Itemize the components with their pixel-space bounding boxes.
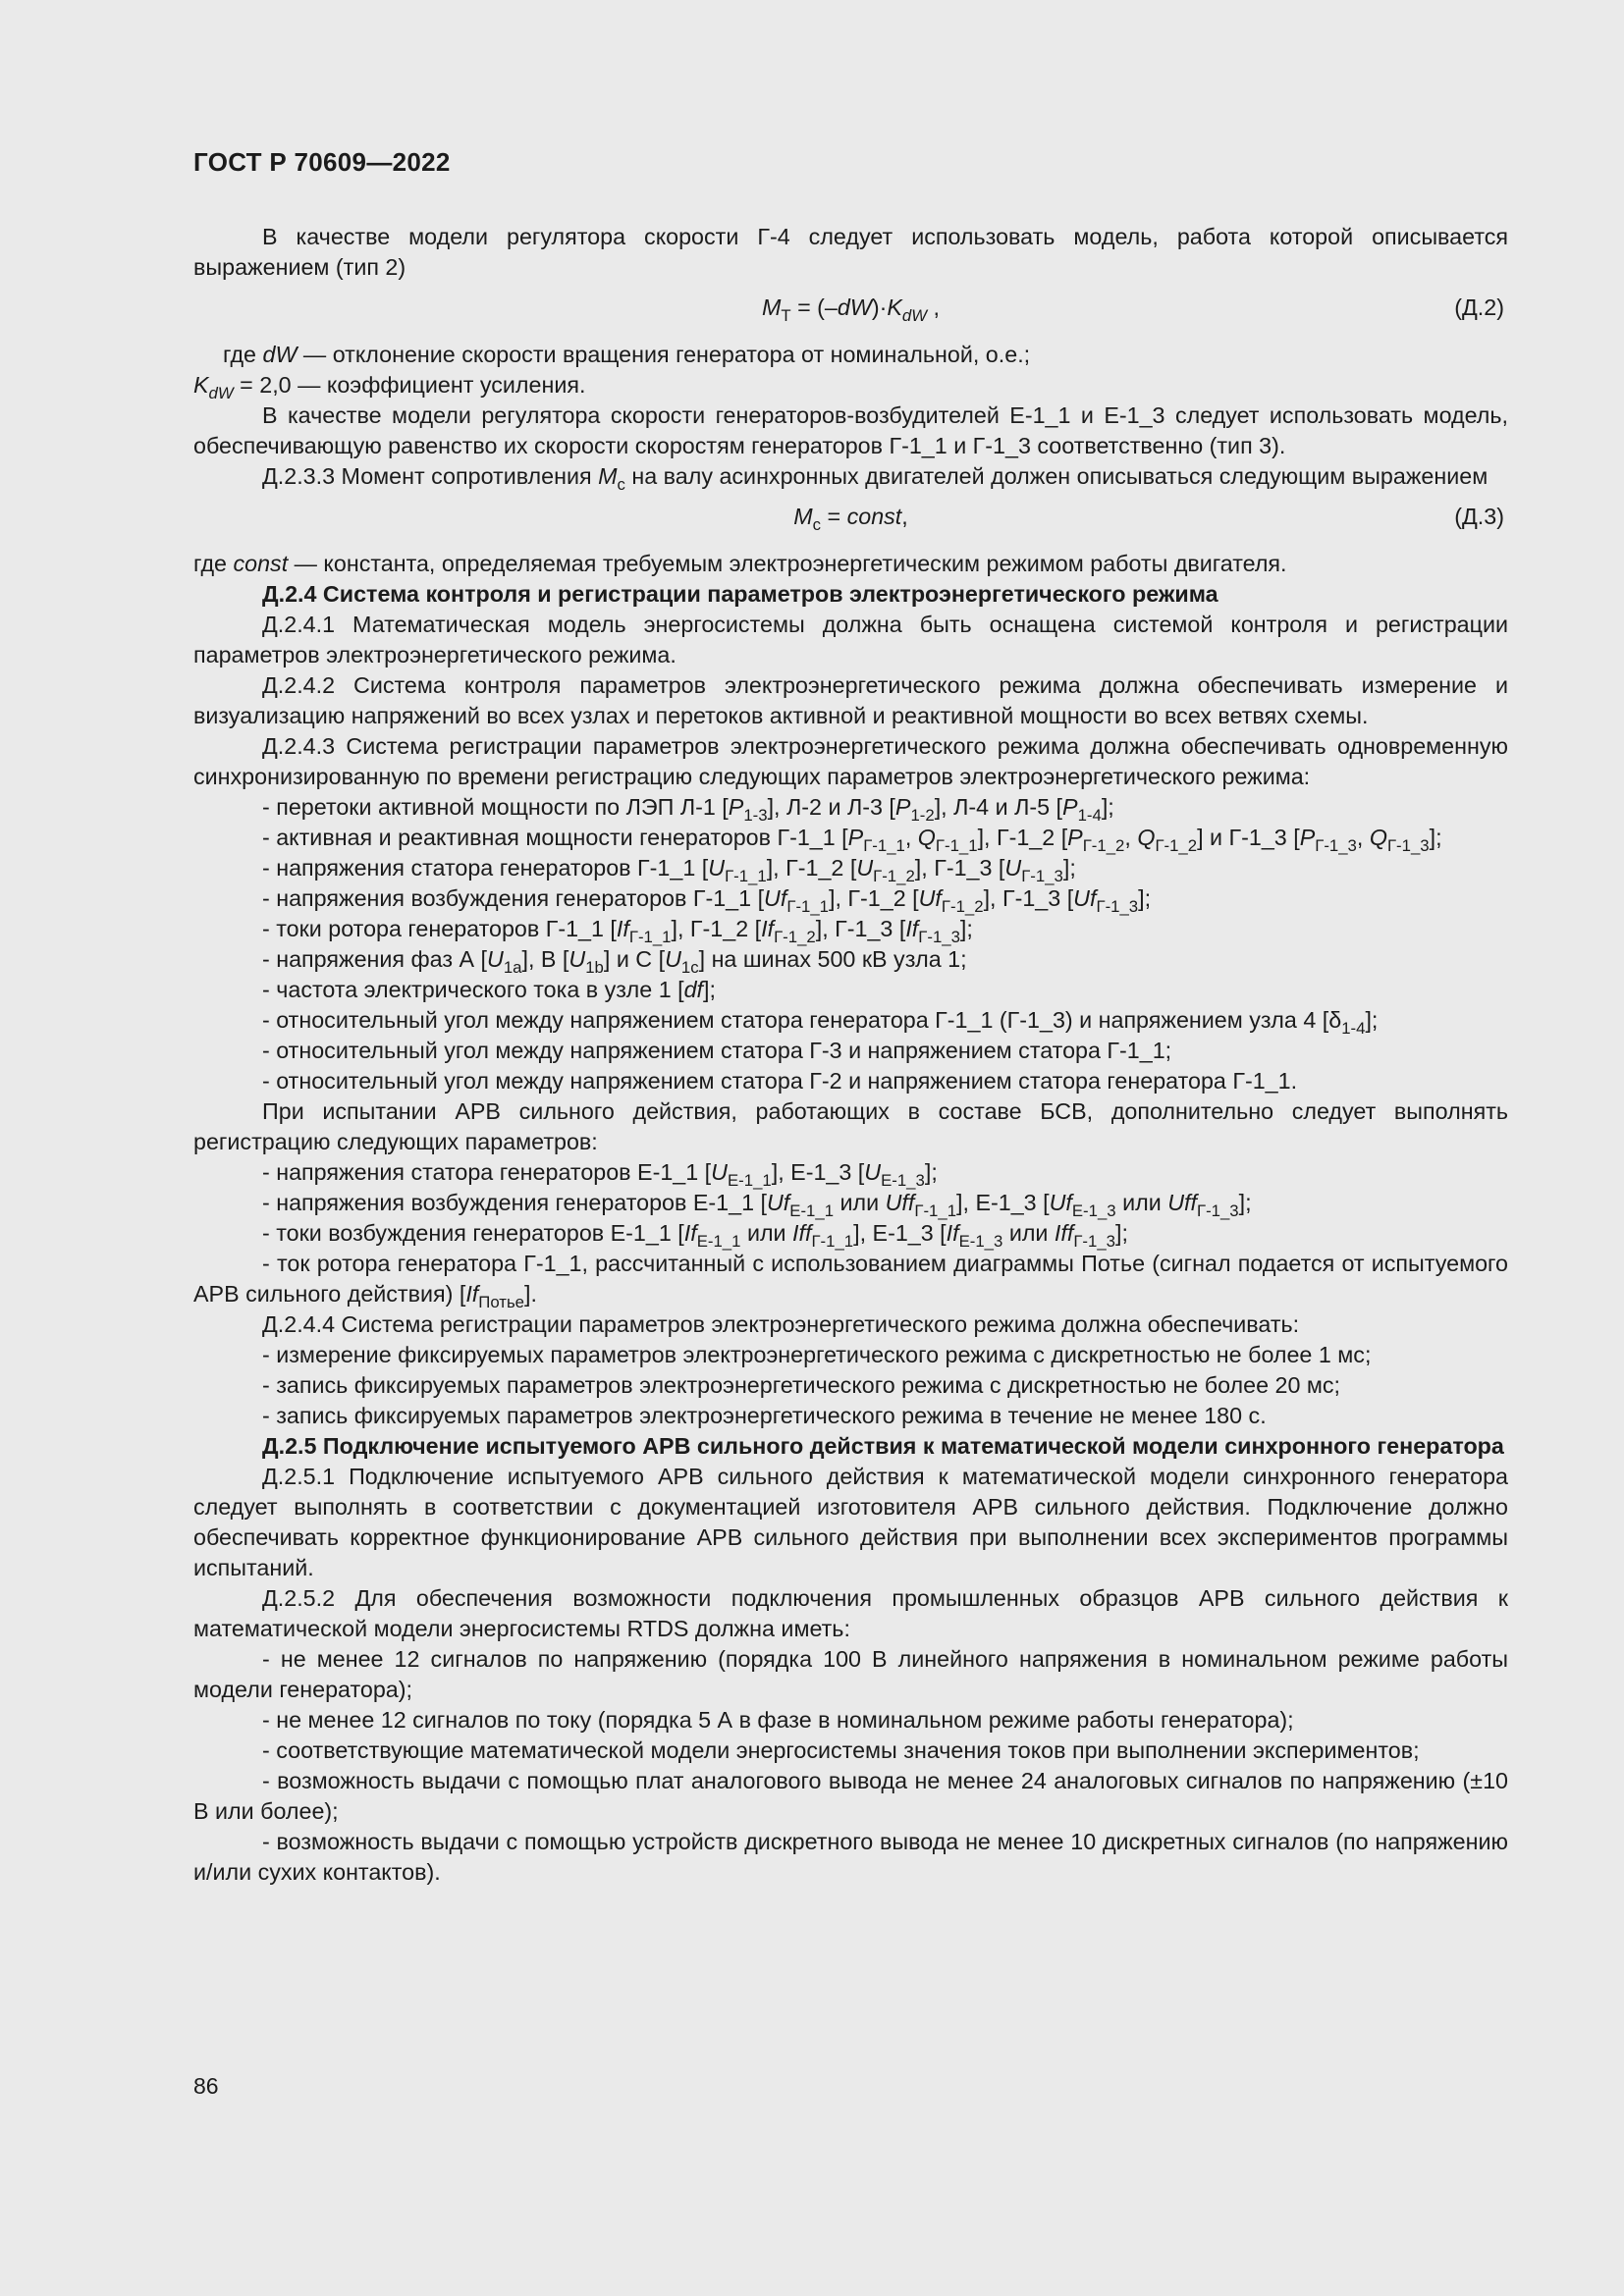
- list-item: - напряжения статора генераторов Е-1_1 $[U_{Е-1\_1}]$, Е-1_3 $[U_{Е-1\_3}]$;: [262, 1159, 938, 1190]
- list-item: - перетоки активной мощности по ЛЭП Л-1 $[P_{1-3}]$, Л-2 и Л-3 $[P_{1-2}]$, Л-4 и Л-5 $[P_{1-4}]$;: [262, 794, 1114, 825]
- list-item: - соответствующие математической модели энергосистемы значения токов при выполнении экспериментов;: [262, 1737, 1420, 1763]
- document-body: [193, 222, 1508, 1888]
- equation-number: (Д.2): [1454, 294, 1504, 320]
- list-item: - относительный угол между напряжением статора Г-3 и напряжением статора Г-1_1;: [262, 1038, 1172, 1063]
- equation-formula: $M_c$ = const,: [793, 504, 908, 534]
- definition-line: где dW — отклонение скорости вращения генератора от номинальной, о.е.;: [223, 342, 1031, 367]
- list-item: - напряжения статора генераторов Г-1_1 $[U_{Г-1\_1}]$, Г-1_2 $[U_{Г-1\_2}]$, Г-1_3 $[U_{Г-1\_3}]$;: [262, 855, 1076, 885]
- paragraph: Д.2.5.2 Для обеспечения возможности подключения промышленных образцов АРВ сильного действия к математической модели энергосистемы RTDS должна иметь:: [193, 1585, 1508, 1641]
- list-item: - не менее 12 сигналов по напряжению (порядка 100 В линейного напряжения в номинальном режиме работы модели генератора);: [193, 1646, 1508, 1702]
- list-item: - не менее 12 сигналов по току (порядка 5 А в фазе в номинальном режиме работы генератора);: [262, 1707, 1294, 1733]
- equation-d3: [193, 498, 1508, 541]
- equation-formula: $M_Т = (-dW)\cdot K_{dW}$ ,: [761, 294, 941, 325]
- paragraph: В качестве модели регулятора скорости Г-4 следует использовать модель, работа которой описывается выражением (тип 2): [193, 224, 1508, 280]
- paragraph: Д.2.5.1 Подключение испытуемого АРВ сильного действия к математической модели синхронного генератора следует выполнять в соответствии с документацией изготовителя АРВ сильного действия. Подключение должно обеспечивать корректное функционирование АРВ сильного действия при выполнении всех экспериментов программы испытаний.: [193, 1464, 1508, 1580]
- list-item: - относительный угол между напряжением статора Г-2 и напряжением статора генератора Г-1_1.: [262, 1068, 1298, 1094]
- document-header: ГОСТ Р 70609—2022: [193, 147, 451, 177]
- list-item: - ток ротора генератора Г-1_1, рассчитанный с использованием диаграммы Потье (сигнал подается от испытуемого АРВ сильного действия) $[If_{Потье}]$.: [193, 1251, 1508, 1311]
- paragraph: При испытании АРВ сильного действия, работающих в составе БСВ, дополнительно следует выполнять регистрацию следующих параметров:: [193, 1098, 1508, 1154]
- list-item: - возможность выдачи с помощью плат аналогового вывода не менее 24 аналоговых сигналов по напряжению (±10 В или более);: [193, 1768, 1508, 1824]
- paragraph: Д.2.3.3 Момент сопротивления $M_c$ на валу асинхронных двигателей должен описываться следующим выражением: [262, 463, 1489, 494]
- list-item: - токи возбуждения генераторов Е-1_1 [$If_{Е-1\_1}$ или Iff$_{Г-1\_1}$], Е-1_3 [$If_{Е-1\_3}$ или Iff$_{Г-1\_3}$];: [262, 1220, 1128, 1251]
- equation-number: (Д.3): [1454, 504, 1504, 529]
- list-item: - напряжения фаз А $[U_{1a}]$, В $[U_{1b}]$ и С $[U_{1c}]$ на шинах 500 кВ узла 1;: [262, 946, 967, 977]
- section-heading: Д.2.5 Подключение испытуемого АРВ сильного действия к математической модели синхронного генератора: [262, 1433, 1504, 1459]
- list-item: - измерение фиксируемых параметров электроэнергетического режима с дискретностью не более 1 мс;: [262, 1342, 1372, 1367]
- paragraph: где const — константа, определяемая требуемым электроэнергетическим режимом работы двигателя.: [193, 551, 1287, 576]
- paragraph: Д.2.4.1 Математическая модель энергосистемы должна быть оснащена системой контроля и регистрации параметров электроэнергетического режима.: [193, 612, 1508, 667]
- list-item: - токи ротора генераторов Г-1_1 $[If_{Г-1\_1}]$, Г-1_2 $[If_{Г-1\_2}]$, Г-1_3 $[If_{Г-1\_3}]$;: [262, 916, 973, 946]
- list-item: - напряжения возбуждения генераторов Е-1_1 [$Uf_{Е-1\_1}$ или Uff$_{Г-1\_1}$], Е-1_3 [$Uf_{Е-1\_3}$ или Uff$_{Г-1\_3}$];: [262, 1190, 1252, 1220]
- list-item: - активная и реактивная мощности генераторов Г-1_1 [$P_{Г-1\_1}$, $Q_{Г-1\_1}$], Г-1_2 [$P_{Г-1\_2}$, $Q_{Г-1\_2}$] и Г-1_3 [$P_{Г-1\_3}$, $Q_{Г-1\_3}$];: [262, 825, 1442, 855]
- definition-line: $K_{dW} = 2,0$ — коэффициент усиления.: [193, 372, 586, 402]
- list-item: - относительный угол между напряжением статора генератора Г-1_1 (Г-1_3) и напряжением узла 4 $[\delta_{1-4}]$;: [262, 1007, 1379, 1038]
- list-item: - запись фиксируемых параметров электроэнергетического режима с дискретностью не более 20 мс;: [262, 1372, 1341, 1398]
- paragraph: Д.2.4.2 Система контроля параметров электроэнергетического режима должна обеспечивать измерение и визуализацию напряжений во всех узлах и перетоков активной и реактивной мощности во всех ветвях схемы.: [193, 672, 1508, 728]
- paragraph: Д.2.4.3 Система регистрации параметров электроэнергетического режима должна обеспечивать одновременную синхронизированную по времени регистрацию следующих параметров электроэнергетического режима:: [193, 733, 1508, 789]
- list-item: - частота электрического тока в узле 1 [df];: [262, 977, 716, 1002]
- paragraph: В качестве модели регулятора скорости генераторов-возбудителей Е-1_1 и Е-1_3 следует использовать модель, обеспечивающую равенство их скорости скоростям генераторов Г-1_1 и Г-1_3 соответственно (тип 3).: [193, 402, 1508, 458]
- section-heading: Д.2.4 Система контроля и регистрации параметров электроэнергетического режима: [262, 581, 1218, 607]
- equation-d2: [193, 289, 1508, 332]
- paragraph: Д.2.4.4 Система регистрации параметров электроэнергетического режима должна обеспечивать:: [262, 1311, 1300, 1337]
- page-number: 86: [193, 2073, 219, 2099]
- list-item: - запись фиксируемых параметров электроэнергетического режима в течение не менее 180 с.: [262, 1403, 1267, 1428]
- list-item: - напряжения возбуждения генераторов Г-1_1 $[Uf_{Г-1\_1}]$, Г-1_2 $[Uf_{Г-1\_2}]$, Г-1_3 $[Uf_{Г-1\_3}]$;: [262, 885, 1152, 916]
- list-item: - возможность выдачи с помощью устройств дискретного вывода не менее 10 дискретных сигналов (по напряжению и/или сухих контактов).: [193, 1829, 1508, 1885]
